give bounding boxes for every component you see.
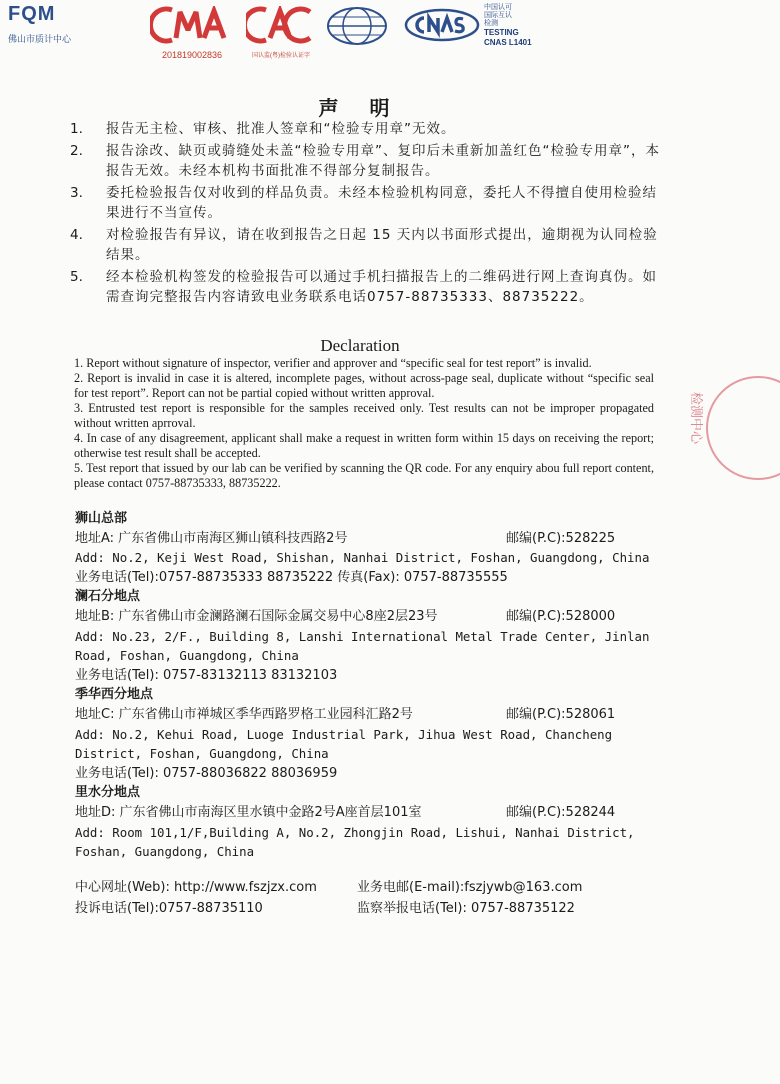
cma-cert-number: 201819002836	[161, 50, 223, 60]
branch-address-en: Add: Room 101,1/F,Building A, No.2, Zhongjin Road, Lishui, Nanhai District, Foshan, Guangdong, China	[75, 824, 635, 860]
list-item	[70, 267, 670, 307]
ilac-mra-logo	[326, 6, 388, 50]
declaration-list-en	[74, 356, 654, 491]
declaration-title-cn: 声 明	[318, 96, 402, 120]
list-item: 5. Test report that issued by our lab can be verified by scanning the QR code. For any enquiry abou full report content, please contact 0757-88735333, 88735222.	[74, 461, 654, 490]
branch-tel: 业务电话(Tel):0757-88735333 88735222 传真(Fax): 0757-88735555	[75, 569, 508, 585]
branch-name: 狮山总部	[75, 511, 128, 526]
branch-address-cn	[75, 607, 675, 627]
fqm-logo-mark: FQM	[8, 3, 56, 25]
list-item-number: 3.	[70, 185, 83, 201]
declaration-list-cn	[70, 119, 670, 309]
branch-address-cn	[75, 705, 675, 725]
report-tel: 监察举报电话(Tel): 0757-88735122	[357, 901, 575, 916]
branch-jihuaxi	[75, 685, 675, 783]
fqm-logo	[8, 4, 71, 45]
list-item: 4. In case of any disagreement, applicant shall make a request in written form within 15 days on receiving the report; otherwise test result shall be accepted.	[74, 431, 654, 460]
cnas-logo-icon	[404, 8, 480, 42]
branch-shishan	[75, 509, 675, 587]
contact-footer	[75, 877, 695, 919]
cac-logo	[246, 6, 316, 59]
cac-cert-number: 国认监(粤)检验认证字	[252, 53, 310, 59]
branch-address-en: Add: No.2, Keji West Road, Shishan, Nanhai District, Foshan, Guangdong, China	[75, 550, 650, 566]
list-item: 2. Report is invalid in case it is altered, incomplete pages, without across-page seal, duplicate without “specific seal for test report”. Report can not be partial copied without written approval.	[74, 371, 654, 400]
branch-name: 季华西分地点	[75, 687, 154, 703]
list-item-text: 经本检验机构签发的检验报告可以通过手机扫描报告上的二维码进行网上查询真伪。如需查询完整报告内容请致电业务联系电话0757-88735333、88735222。	[106, 269, 657, 305]
list-item-text: 对检验报告有异议，请在收到报告之日起 15 天内以书面形式提出，逾期视为认同检验结果。	[106, 227, 658, 263]
address-cn-text: 地址C: 广东省佛山市禅城区季华西路罗格工业园科汇路2号	[75, 706, 413, 722]
declaration-title-en: Declaration	[320, 336, 400, 355]
cma-logo-icon	[150, 6, 234, 44]
postcode: 邮编(P.C):528061	[506, 706, 616, 722]
list-item: 1. Report without signature of inspector, verifier and approver and “specific seal for test report” is invalid.	[74, 356, 592, 370]
cnas-label-number: CNAS L1401	[484, 38, 532, 47]
list-item	[70, 119, 670, 139]
postcode: 邮编(P.C):528000	[506, 608, 616, 624]
list-item-number: 4.	[70, 227, 83, 243]
email-link[interactable]: 业务电邮(E-mail):fszjywb@163.com	[357, 880, 583, 895]
address-cn-text: 地址A: 广东省佛山市南海区狮山镇科技西路2号	[75, 530, 348, 546]
branch-address-en: Add: No.2, Kehui Road, Luoge Industrial Park, Jihua West Road, Chancheng District, Foshan, Guangdong, China	[75, 726, 613, 762]
branch-address-en: Add: No.23, 2/F., Building 8, Lanshi International Metal Trade Center, Jinlan Road, Foshan, Guangdong, China	[75, 628, 650, 664]
branch-tel: 业务电话(Tel): 0757-88036822 88036959	[75, 765, 338, 781]
cnas-label-cn: 中国认可 国际互认 检测	[484, 4, 512, 27]
postcode: 邮编(P.C):528244	[506, 804, 616, 820]
list-item: 3. Entrusted test report is responsible for the samples received only. Test results can not be improper propagated without written aprroval.	[74, 401, 654, 430]
cnas-logo	[404, 8, 480, 46]
address-cn-text: 地址B: 广东省佛山市金澜路澜石国际金属交易中心8座2层23号	[75, 608, 438, 624]
cnas-label	[484, 4, 532, 48]
ilac-mra-globe-icon	[326, 6, 388, 46]
postcode: 邮编(P.C):528225	[506, 530, 616, 546]
branch-address-cn	[75, 529, 675, 549]
branch-name: 里水分地点	[75, 785, 141, 801]
list-item	[70, 183, 670, 223]
cac-logo-icon	[246, 6, 316, 44]
footer-row	[75, 877, 695, 898]
cnas-label-testing: TESTING	[484, 28, 519, 37]
branch-address-cn	[75, 803, 675, 823]
seal-stamp	[706, 376, 780, 480]
branch-list	[75, 509, 675, 862]
address-cn-text: 地址D: 广东省佛山市南海区里水镇中金路2号A座首层101室	[75, 804, 422, 820]
list-item	[70, 225, 670, 265]
list-item	[70, 141, 670, 181]
list-item-number: 1.	[70, 121, 83, 137]
branch-name: 澜石分地点	[75, 589, 141, 605]
list-item-text: 委托检验报告仅对收到的样品负责。未经本检验机构同意，委托人不得擅自使用检验结果进行不当宣传。	[106, 185, 657, 221]
branch-lishui	[75, 783, 675, 861]
fqm-logo-subtitle: 佛山市质计中心	[8, 34, 72, 44]
complaint-tel: 投诉电话(Tel):0757-88735110	[75, 901, 263, 916]
list-item-number: 5.	[70, 269, 83, 285]
footer-row	[75, 898, 695, 919]
website-link[interactable]: 中心网址(Web): http://www.fszjzx.com	[75, 880, 317, 895]
seal-stamp-text: 检测中心	[688, 392, 703, 445]
list-item-text: 报告涂改、缺页或骑缝处未盖“检验专用章”、复印后未重新加盖红色“检验专用章”，本报告无效。未经本机构书面批准不得部分复制报告。	[106, 143, 660, 179]
list-item-number: 2.	[70, 143, 83, 159]
list-item-text: 报告无主检、审核、批准人签章和“检验专用章”无效。	[106, 121, 456, 137]
branch-tel: 业务电话(Tel): 0757-83132113 83132103	[75, 667, 338, 683]
branch-lanshi	[75, 587, 675, 685]
cma-logo	[150, 6, 234, 60]
